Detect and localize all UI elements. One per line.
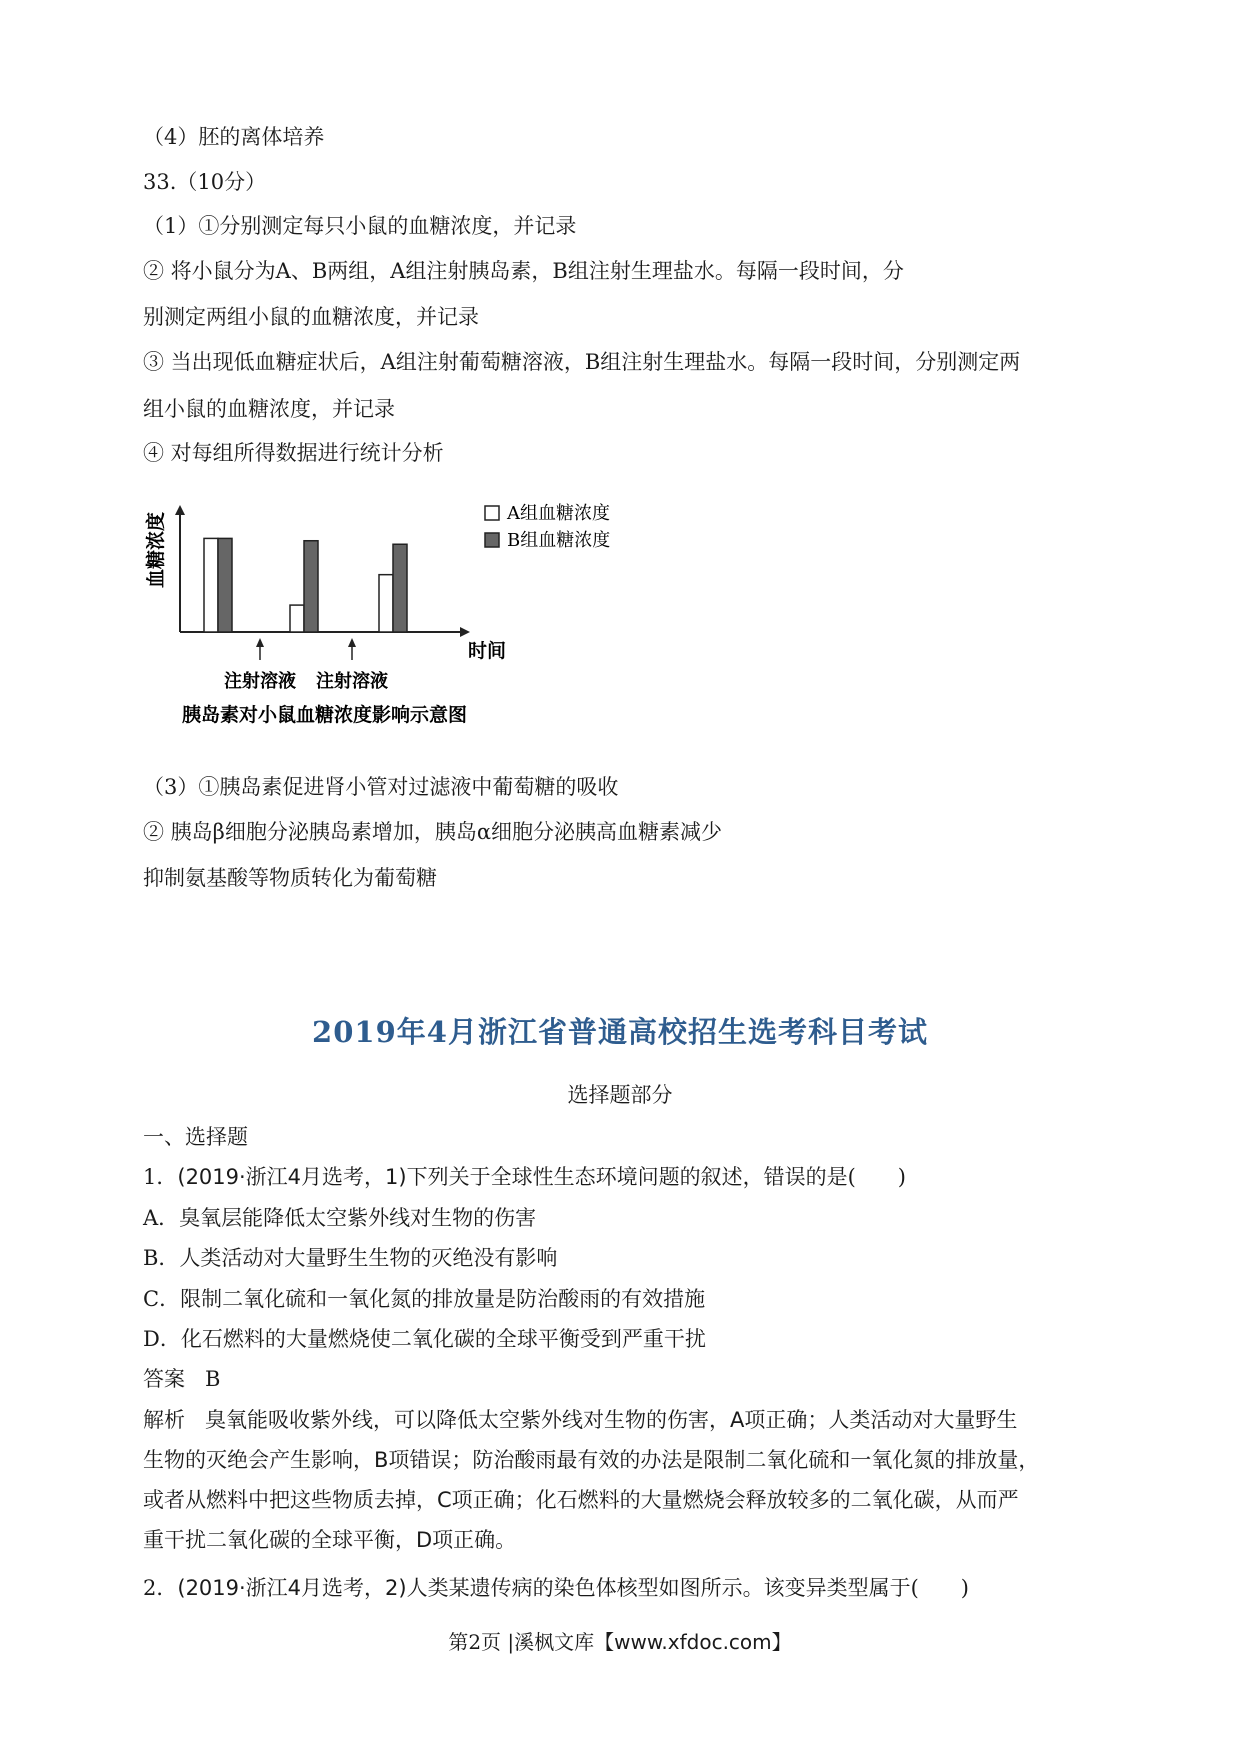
answer-33-1-step2-cont: 别测定两组小鼠的血糖浓度，并记录 bbox=[143, 305, 479, 329]
x-axis-arrowhead bbox=[460, 627, 470, 637]
question-2-number: 2． bbox=[143, 1576, 178, 1600]
analysis-line: 或者从燃料中把这些物质去掉，C项正确；化石燃料的大量燃烧会释放较多的二氧化碳，从而严 bbox=[143, 1488, 1019, 1512]
legend-label-a: A组血糖浓度 bbox=[507, 503, 610, 524]
footer-library: 溪枫文库 bbox=[514, 1630, 595, 1654]
answer-33-1-step3: ③ 当出现低血糖症状后，A组注射葡萄糖溶液，B组注射生理盐水。每隔一段时间，分别测定两 bbox=[143, 350, 1021, 374]
answer-33-1-step4: ④ 对每组所得数据进行统计分析 bbox=[143, 441, 444, 465]
y-axis-arrowhead bbox=[175, 505, 185, 515]
exam-title: 2019年4月浙江省普通高校招生选考科目考试 bbox=[312, 1015, 928, 1049]
answer-label: 答案 bbox=[143, 1367, 185, 1391]
question-33-header: 33.（10分） bbox=[143, 170, 267, 194]
answer-33-3-item3: 抑制氨基酸等物质转化为葡萄糖 bbox=[143, 866, 437, 890]
chart-x-axis-label: 时间 bbox=[468, 640, 507, 662]
footer-site: 【www.xfdoc.com】 bbox=[594, 1630, 792, 1654]
answer-33-1-step1: （1）①分别测定每只小鼠的血糖浓度，并记录 bbox=[143, 214, 577, 238]
answer-33-1-step3-cont: 组小鼠的血糖浓度，并记录 bbox=[143, 397, 395, 421]
legend-label-b: B组血糖浓度 bbox=[507, 530, 611, 551]
bar-b-3 bbox=[393, 544, 407, 632]
question-1-analysis bbox=[143, 1400, 1103, 1560]
chart-injection-arrows bbox=[224, 638, 388, 692]
chart-y-axis-label: 血糖浓度 bbox=[145, 511, 167, 589]
answer-value: B bbox=[205, 1367, 221, 1391]
analysis-line: 重干扰二氧化碳的全球平衡，D项正确。 bbox=[143, 1528, 517, 1552]
answer-33-3-item2: ② 胰岛β细胞分泌胰岛素增加，胰岛α细胞分泌胰高血糖素减少 bbox=[143, 820, 722, 844]
answer-33-3-item1: （3）①胰岛素促进肾小管对过滤液中葡萄糖的吸收 bbox=[143, 775, 619, 799]
part-title: 一、选择题 bbox=[143, 1125, 248, 1149]
question-1-answer bbox=[143, 1364, 220, 1394]
legend-swatch-b bbox=[485, 533, 499, 547]
section-title: 选择题部分 bbox=[567, 1083, 673, 1107]
footer-separator: | bbox=[507, 1630, 515, 1654]
injection-arrow-head bbox=[348, 638, 356, 647]
bar-a-3 bbox=[379, 575, 393, 632]
answer-line-embryo-culture: （4）胚的离体培养 bbox=[143, 125, 325, 149]
analysis-line: 生物的灭绝会产生影响，B项错误；防治酸雨最有效的办法是限制二氧化硫和一氧化氮的排放量， bbox=[143, 1448, 1040, 1472]
analysis-line: 解析 臭氧能吸收紫外线，可以降低太空紫外线对生物的伤害，A项正确；人类活动对大量野生 bbox=[143, 1408, 1018, 1432]
question-2-stem bbox=[143, 1573, 969, 1603]
bar-b-2 bbox=[304, 541, 318, 632]
chart-title: 胰岛素对小鼠血糖浓度影响示意图 bbox=[182, 704, 468, 726]
analysis-label: 解析 bbox=[143, 1408, 185, 1432]
blood-glucose-bar-chart bbox=[140, 495, 740, 735]
footer-page-number: 第2页 bbox=[448, 1630, 502, 1654]
injection-label: 注射溶液 bbox=[316, 671, 388, 692]
question-1-number: 1． bbox=[143, 1165, 178, 1189]
question-1-option-b: B．人类活动对大量野生生物的灭绝没有影响 bbox=[143, 1246, 558, 1270]
question-2-text: 人类某遗传病的染色体核型如图所示。该变异类型属于( ) bbox=[406, 1576, 969, 1600]
bar-a-1 bbox=[204, 538, 218, 632]
question-1-text: 下列关于全球性生态环境问题的叙述，错误的是( ) bbox=[406, 1165, 906, 1189]
page-footer bbox=[0, 1626, 1240, 1655]
answer-33-1-step2: ② 将小鼠分为A、B两组，A组注射胰岛素，B组注射生理盐水。每隔一段时间，分 bbox=[143, 259, 904, 283]
question-2-source: (2019·浙江4月选考，2) bbox=[177, 1576, 407, 1600]
chart-bars bbox=[204, 538, 407, 632]
bar-b-1 bbox=[218, 538, 232, 632]
question-1-source: (2019·浙江4月选考，1) bbox=[177, 1165, 407, 1189]
question-1-option-a: A．臭氧层能降低太空紫外线对生物的伤害 bbox=[143, 1206, 537, 1230]
bar-a-2 bbox=[290, 605, 304, 632]
question-1-option-c: C．限制二氧化硫和一氧化氮的排放量是防治酸雨的有效措施 bbox=[143, 1287, 706, 1311]
chart-legend bbox=[485, 503, 610, 551]
injection-arrow-head bbox=[256, 638, 264, 647]
question-1-option-d: D．化石燃料的大量燃烧使二氧化碳的全球平衡受到严重干扰 bbox=[143, 1327, 706, 1351]
legend-swatch-a bbox=[485, 506, 499, 520]
injection-label: 注射溶液 bbox=[224, 671, 296, 692]
question-1-stem bbox=[143, 1162, 906, 1192]
